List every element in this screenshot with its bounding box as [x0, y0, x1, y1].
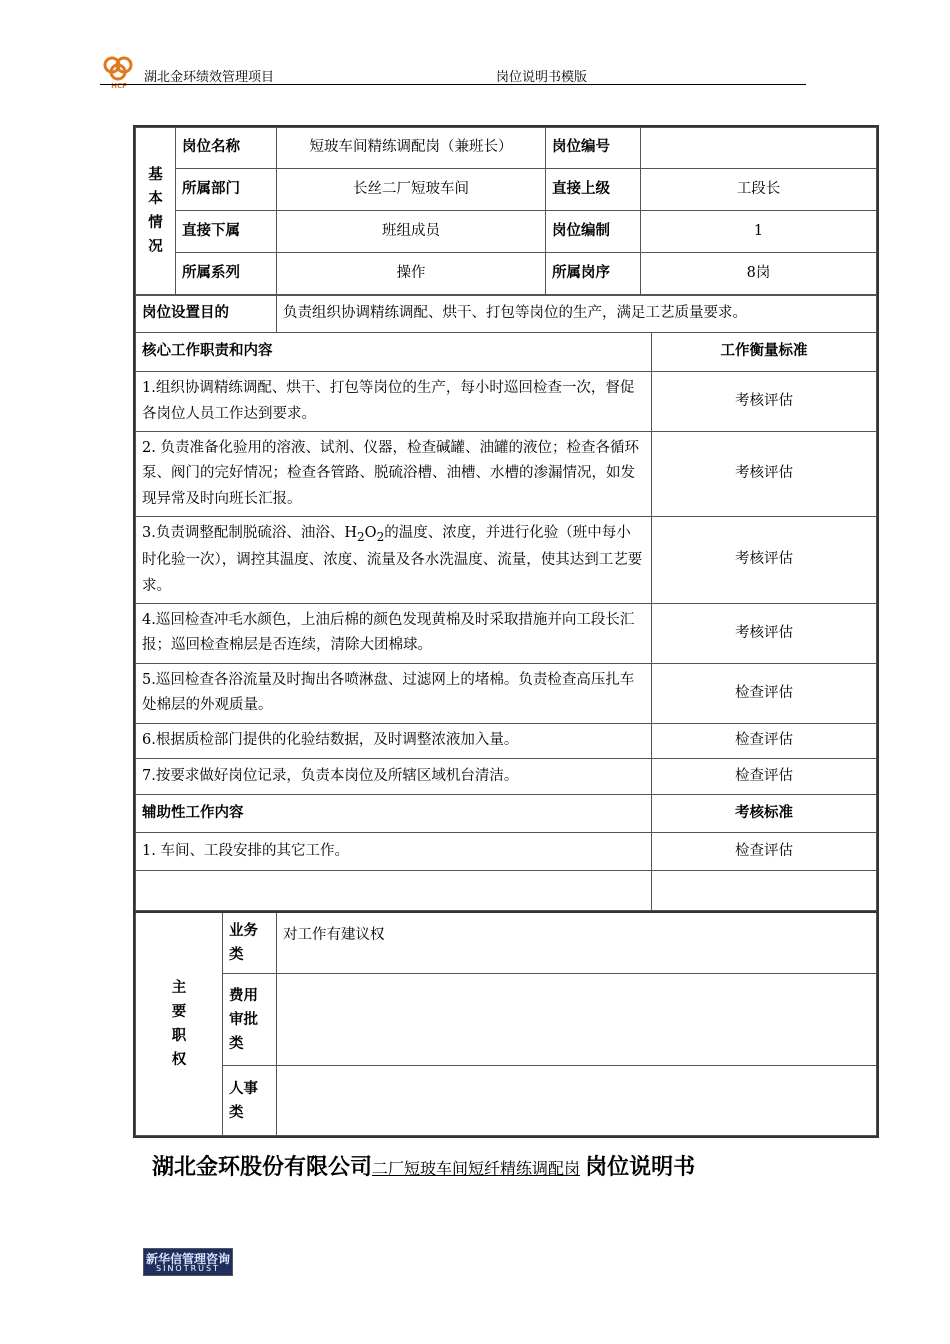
duty-text-a: 3.负责调整配制脱硫浴、油浴、H [142, 525, 357, 542]
aux-duty-standard: 检查评估 [652, 832, 877, 870]
label-job-code: 岗位编号 [546, 128, 641, 169]
job-description-form [133, 125, 879, 1138]
aux-duty: 1. 车间、工段安排的其它工作。 [136, 832, 652, 870]
core-standard-header: 工作衡量标准 [652, 333, 877, 372]
core-duty-standard: 检查评估 [652, 723, 877, 758]
core-duty-standard: 检查评估 [652, 663, 877, 723]
core-duty-standard: 检查评估 [652, 758, 877, 794]
purpose-text: 负责组织协调精练调配、烘干、打包等岗位的生产，满足工艺质量要求。 [277, 296, 877, 333]
authority-text-personnel [277, 1066, 877, 1136]
authority-section-label: 主 要 职 权 [136, 912, 223, 1136]
subscript: 2 [376, 530, 385, 545]
footer-logo-cn: 新华信管理咨询 [145, 1252, 230, 1266]
core-duty-standard: 考核评估 [652, 517, 877, 604]
aux-duty-standard [652, 870, 877, 910]
label-series: 所属系列 [176, 253, 277, 295]
value-job-name: 短玻车间精练调配岗（兼班长） [277, 128, 546, 169]
header-rule [100, 84, 806, 85]
core-duty: 6.根据质检部门提供的化验结数据，及时调整浓液加入量。 [136, 723, 652, 758]
core-duty: 4.巡回检查冲毛水颜色，上油后棉的颜色发现黄棉及时采取措施并向工段长汇报；巡回检查棉层是否连续，清除大团棉球。 [136, 603, 652, 663]
basic-info-table [135, 127, 877, 295]
logo-text: HCF [111, 82, 127, 90]
core-duty-standard: 考核评估 [652, 372, 877, 432]
authority-text-business: 对工作有建议权 [277, 912, 877, 974]
core-duty: 2. 负责准备化验用的溶液、试剂、仪器，检查碱罐、油罐的液位；检查各循环泵、阀门的完好情况；检查各管路、脱硫浴槽、油槽、水槽的渗漏情况，如发现异常及时向班长汇报。 [136, 432, 652, 517]
duties-table [135, 295, 877, 911]
label-headcount: 岗位编制 [546, 211, 641, 253]
sinotrust-logo [143, 1248, 233, 1276]
value-headcount: 1 [641, 211, 877, 253]
value-subordinates: 班组成员 [277, 211, 546, 253]
label-job-name: 岗位名称 [176, 128, 277, 169]
duty-text-b: O [364, 525, 377, 542]
footer-logo-en: SINOTRUST [156, 1264, 220, 1273]
title-department: 二厂短玻车间短纤精练调配岗 [372, 1159, 581, 1178]
core-duty: 7.按要求做好岗位记录，负责本岗位及所辖区域机台清洁。 [136, 758, 652, 794]
core-duty-standard: 考核评估 [652, 432, 877, 517]
header-doc-type: 岗位说明书模版 [496, 70, 588, 85]
aux-duty [136, 870, 652, 910]
basic-section-label: 基 本 情 况 [136, 128, 176, 295]
page-header [100, 52, 806, 90]
aux-standard-header: 考核标准 [652, 794, 877, 832]
value-department: 长丝二厂短玻车间 [277, 169, 546, 211]
authority-table [135, 911, 877, 1137]
title-doc-type: 岗位说明书 [585, 1155, 696, 1180]
value-grade: 8岗 [641, 253, 877, 295]
aux-header: 辅助性工作内容 [136, 794, 652, 832]
authority-text-expense [277, 974, 877, 1066]
core-duty: 5.巡回检查各浴流量及时掏出各喷淋盘、过滤网上的堵棉。负责检查高压扎车处棉层的外观质量。 [136, 663, 652, 723]
label-supervisor: 直接上级 [546, 169, 641, 211]
company-name: 湖北金环股份有限公司 [152, 1155, 373, 1180]
header-project: 湖北金环绩效管理项目 [144, 70, 275, 85]
authority-label-personnel: 人事类 [223, 1066, 277, 1136]
subscript: 2 [356, 530, 365, 545]
core-duty: 1.组织协调精练调配、烘干、打包等岗位的生产，每小时巡回检查一次，督促各岗位人员工作达到要求。 [136, 372, 652, 432]
label-department: 所属部门 [176, 169, 277, 211]
duty-text-c: 的温度、浓度，并进行化验（班中每小时化验一次），调控其温度、浓度、流量及各水洗温度、流量，使其达到工艺要求。 [142, 525, 643, 594]
authority-label-business: 业务类 [223, 912, 277, 974]
value-job-code [641, 128, 877, 169]
core-duty-standard: 考核评估 [652, 603, 877, 663]
document-title [152, 1150, 872, 1181]
purpose-label: 岗位设置目的 [136, 296, 277, 333]
core-duty [136, 517, 652, 604]
core-header: 核心工作职责和内容 [136, 333, 652, 372]
label-subordinates: 直接下属 [176, 211, 277, 253]
value-series: 操作 [277, 253, 546, 295]
authority-label-expense: 费用审批类 [223, 974, 277, 1066]
value-supervisor: 工段长 [641, 169, 877, 211]
label-grade: 所属岗序 [546, 253, 641, 295]
